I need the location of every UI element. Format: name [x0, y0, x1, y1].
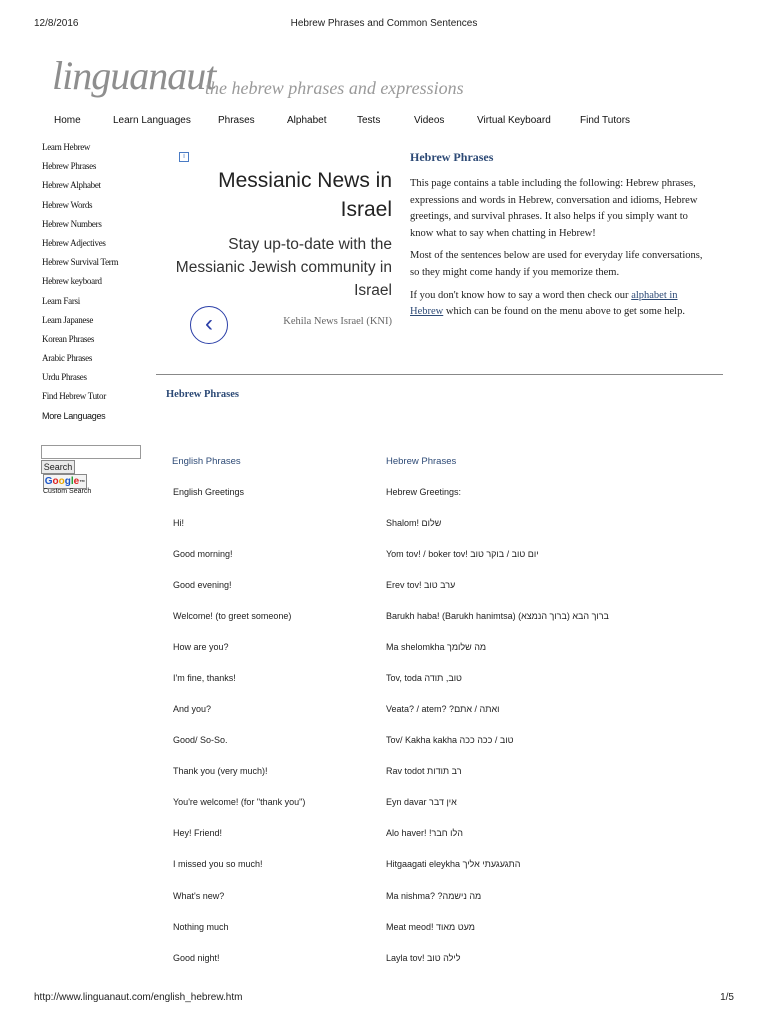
table-row: What's new? Ma nishma? ?מה נישמה — [173, 891, 482, 901]
sidebar-item-learn-japanese[interactable]: Learn Japanese — [42, 314, 94, 325]
print-date: 12/8/2016 — [34, 18, 79, 29]
table-row: English Greetings Hebrew Greetings: — [173, 487, 462, 497]
table-row: Good morning! Yom tov! / boker tov! יום טוב / בוקר טוב — [173, 549, 539, 559]
table-row: I'm fine, thanks! Tov, toda טוב, תודה — [173, 673, 462, 683]
table-row: Hey! Friend! Alo haver! !הלו חבר — [173, 828, 463, 838]
table-row: I missed you so much! Hitgaagati eleykha התגעגעתי אליך — [173, 859, 521, 869]
table-row: Welcome! (to greet someone) Barukh haba! (Barukh hanimtsa) (ברוך הבא (ברוך הנמצא — [173, 611, 609, 621]
table-row: And you? Veata? / atem? ?ואתה / אתם — [173, 704, 500, 714]
sidebar-item-korean-phrases[interactable]: Korean Phrases — [42, 333, 95, 344]
sidebar-item-hebrew-alphabet[interactable]: Hebrew Alphabet — [42, 180, 101, 191]
nav-home[interactable]: Home — [54, 115, 81, 126]
ad-source[interactable]: Kehila News Israel (KNI) — [283, 316, 392, 327]
nav-find-tutors[interactable]: Find Tutors — [580, 115, 631, 126]
table-row: You're welcome! (for "thank you") Eyn davar אין דבר — [173, 797, 457, 807]
ad-title[interactable]: Messianic News in Israel — [218, 169, 392, 221]
site-logo[interactable]: linguanaut — [52, 53, 216, 98]
intro-text — [410, 176, 710, 327]
table-row: Good night! Layla tov! לילה טוב — [173, 953, 461, 963]
nav-virtual-keyboard[interactable]: Virtual Keyboard — [477, 115, 551, 126]
sidebar-item-hebrew-adjectives[interactable]: Hebrew Adjectives — [42, 237, 106, 248]
intro-paragraph-1: This page contains a table including the following: Hebrew phrases, expressions and words in Hebrew, conversation and idioms, Hebrew greetings, and survival phrases. It also helps if you simply want to know what to say when chatting in Hebrew! — [410, 178, 698, 239]
nav-videos[interactable]: Videos — [414, 115, 445, 126]
table-row: Nothing much Meat meod! מעט מאוד — [173, 922, 475, 932]
search-input[interactable] — [41, 445, 141, 459]
sidebar-item-more-languages[interactable]: More Languages — [42, 410, 106, 421]
phrases-heading: Hebrew Phrases — [166, 389, 240, 400]
ad-subtitle[interactable]: Stay up-to-date with the Messianic Jewish community in Israel — [175, 236, 392, 299]
nav-tests[interactable]: Tests — [357, 115, 381, 126]
sidebar-item-hebrew-survival-term[interactable]: Hebrew Survival Term — [42, 257, 119, 268]
top-nav — [0, 115, 768, 131]
sidebar-item-hebrew-keyboard[interactable]: Hebrew keyboard — [42, 276, 102, 287]
column-header-hebrew: Hebrew Phrases — [386, 456, 457, 467]
intro-paragraph-2: Most of the sentences below are used for everyday life conversations, so they might come handy if you memorize them. — [410, 250, 703, 278]
nav-learn-languages[interactable]: Learn Languages — [113, 115, 191, 126]
table-row: Hi! Shalom! שלום — [173, 518, 442, 528]
divider — [156, 374, 723, 375]
google-logo: Google™ — [44, 476, 86, 487]
sidebar-item-hebrew-words[interactable]: Hebrew Words — [42, 199, 93, 210]
site-tagline: the hebrew phrases and expressions — [205, 78, 464, 98]
alphabet-link[interactable]: alphabet in Hebrew — [410, 289, 678, 318]
nav-alphabet[interactable]: Alphabet — [287, 115, 327, 126]
search-button[interactable]: Search — [41, 460, 75, 474]
table-row: How are you? Ma shelomkha מה שלומך — [173, 642, 487, 652]
sidebar-item-learn-farsi[interactable]: Learn Farsi — [42, 295, 80, 306]
sidebar-item-learn-hebrew[interactable]: Learn Hebrew — [42, 142, 91, 152]
sidebar-item-find-hebrew-tutor[interactable]: Find Hebrew Tutor — [42, 391, 106, 402]
intro-paragraph-3: If you don't know how to say a word then check our alphabet in Hebrew which can be found on the menu above to get some help. — [410, 289, 685, 318]
column-header-english: English Phrases — [172, 456, 241, 467]
print-title: Hebrew Phrases and Common Sentences — [290, 18, 478, 29]
nav-phrases[interactable]: Phrases — [218, 115, 255, 126]
sidebar-item-hebrew-phrases[interactable]: Hebrew Phrases — [42, 161, 97, 172]
intro-title: Hebrew Phrases — [410, 150, 494, 164]
custom-search-label: Custom Search — [43, 488, 92, 495]
print-url: http://www.linguanaut.com/english_hebrew.htm — [34, 992, 243, 1003]
sidebar-item-urdu-phrases[interactable]: Urdu Phrases — [42, 372, 87, 383]
table-row: Good evening! Erev tov! ערב טוב — [173, 580, 456, 590]
table-row: Thank you (very much)! Rav todot רב תודות — [173, 766, 462, 776]
ad-info-icon[interactable]: i — [179, 152, 189, 162]
sidebar — [42, 140, 162, 428]
sidebar-item-hebrew-numbers[interactable]: Hebrew Numbers — [42, 218, 102, 229]
print-page-number: 1/5 — [720, 992, 734, 1003]
sidebar-item-arabic-phrases[interactable]: Arabic Phrases — [42, 353, 93, 364]
chevron-left-icon[interactable]: ‹ — [190, 306, 228, 344]
table-row: Good/ So-So. Tov/ Kakha kakha טוב / ככה ככה — [173, 735, 514, 745]
